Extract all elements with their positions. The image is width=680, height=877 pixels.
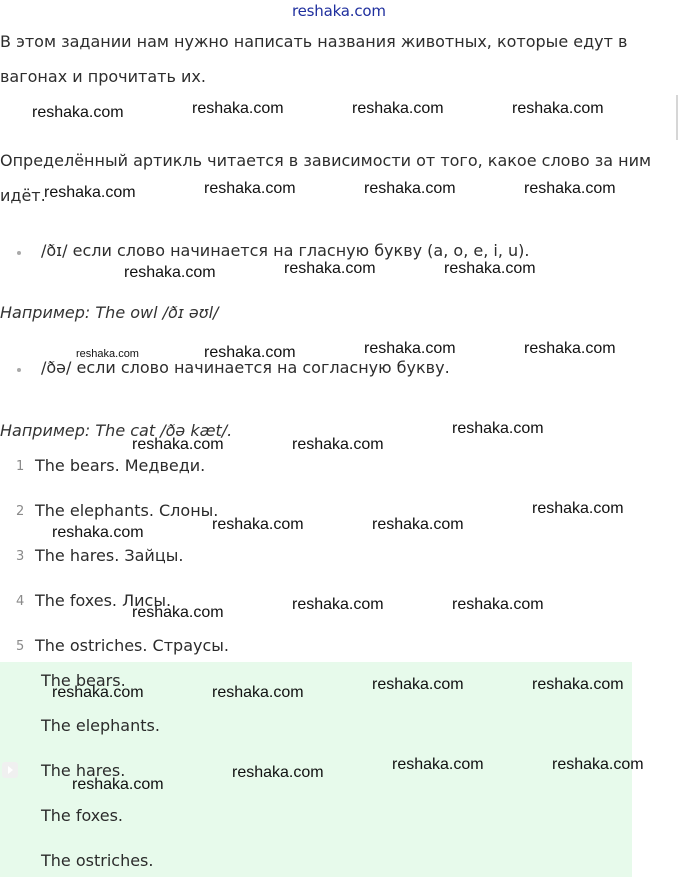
rule-vowel: /ðɪ/ если слово начинается на гласную букву (a, o, e, i, u). <box>41 241 530 260</box>
answer-line: The elephants. <box>41 716 160 735</box>
watermark-text: reshaka.com <box>452 420 544 437</box>
watermark-text: reshaka.com <box>232 764 324 781</box>
site-watermark: reshaka.com <box>292 2 386 20</box>
watermark-text: reshaka.com <box>212 684 304 701</box>
watermark-text: reshaka.com <box>44 184 136 201</box>
watermark-text: reshaka.com <box>532 500 624 517</box>
bullet-icon <box>17 368 21 372</box>
list-number: 2 <box>16 504 25 519</box>
article-text-line-2: идёт. <box>0 186 46 205</box>
scrollbar[interactable] <box>676 95 678 140</box>
watermark-text: reshaka.com <box>364 180 456 197</box>
intro-text-line-2: вагонах и прочитать их. <box>0 67 206 86</box>
list-number: 4 <box>16 594 25 609</box>
list-item: The foxes. Лисы. <box>35 591 172 610</box>
list-item: The elephants. Слоны. <box>35 501 219 520</box>
watermark-text: reshaka.com <box>132 604 224 621</box>
watermark-text: reshaka.com <box>372 516 464 533</box>
watermark-text: reshaka.com <box>292 596 384 613</box>
answer-line: The ostriches. <box>41 851 154 870</box>
article-text-line-1: Определённый артикль читается в зависимости от того, какое слово за ним <box>0 151 652 170</box>
answer-line: The bears. <box>41 671 126 690</box>
watermark-text: reshaka.com <box>524 180 616 197</box>
list-number: 3 <box>16 549 25 564</box>
list-item: The ostriches. Страусы. <box>35 636 229 655</box>
watermark-text: reshaka.com <box>132 436 224 453</box>
intro-text-line-1: В этом задании нам нужно написать названия животных, которые едут в <box>0 32 628 51</box>
watermark-text: reshaka.com <box>364 340 456 357</box>
watermark-text: reshaka.com <box>32 104 124 121</box>
watermark-text: reshaka.com <box>212 516 304 533</box>
watermark-text: reshaka.com <box>392 756 484 773</box>
watermark-text: reshaka.com <box>452 596 544 613</box>
rule-consonant: /ðə/ если слово начинается на согласную букву. <box>41 358 450 377</box>
list-number: 5 <box>16 639 25 654</box>
watermark-text: reshaka.com <box>524 340 616 357</box>
list-item: The bears. Медведи. <box>35 456 206 475</box>
watermark-text: reshaka.com <box>76 348 139 360</box>
answer-line: The hares. <box>41 761 126 780</box>
example-cat: Например: The cat /ðə kæt/. <box>0 421 233 440</box>
watermark-text: reshaka.com <box>284 260 376 277</box>
watermark-text: reshaka.com <box>552 756 644 773</box>
watermark-text: reshaka.com <box>204 344 296 361</box>
example-owl: Например: The owl /ðɪ əʊl/ <box>0 303 219 322</box>
watermark-text: reshaka.com <box>52 684 144 701</box>
watermark-text: reshaka.com <box>532 676 624 693</box>
watermark-text: reshaka.com <box>352 100 444 117</box>
play-icon[interactable] <box>2 762 18 778</box>
watermark-text: reshaka.com <box>192 100 284 117</box>
watermark-text: reshaka.com <box>512 100 604 117</box>
answer-line: The foxes. <box>41 806 124 825</box>
watermark-text: reshaka.com <box>72 776 164 793</box>
watermark-text: reshaka.com <box>52 524 144 541</box>
bullet-icon <box>17 251 21 255</box>
list-item: The hares. Зайцы. <box>35 546 184 565</box>
watermark-text: reshaka.com <box>124 264 216 281</box>
watermark-text: reshaka.com <box>204 180 296 197</box>
watermark-text: reshaka.com <box>292 436 384 453</box>
watermark-text: reshaka.com <box>372 676 464 693</box>
list-number: 1 <box>16 459 25 474</box>
watermark-text: reshaka.com <box>444 260 536 277</box>
